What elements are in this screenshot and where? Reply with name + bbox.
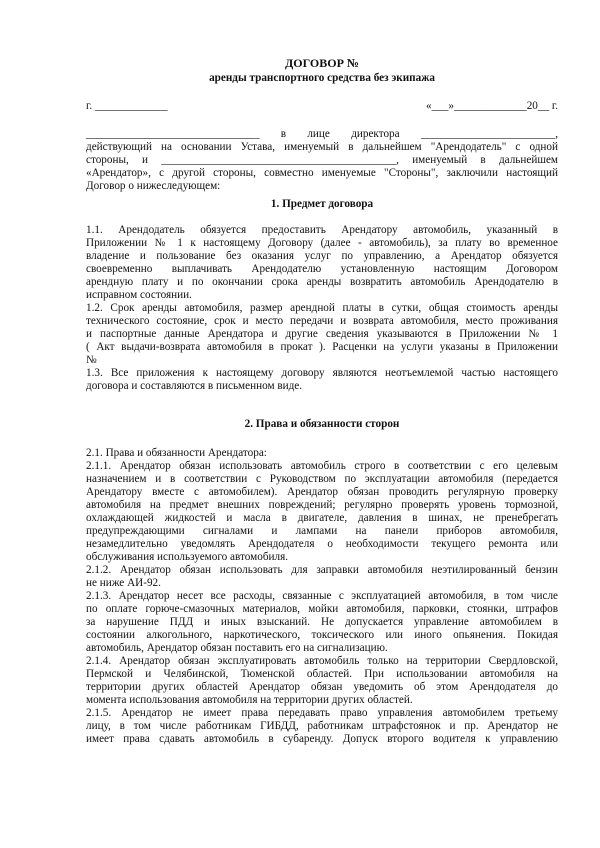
paragraph-line: автомобиля на предмет внешних повреждений; регулярно проверять уровень тормозной, [86,499,558,511]
preamble-line: действующий на основании Устава, именуемый в дальнейшем "Арендодатель" с одной [86,141,558,153]
paragraph-line: 1.1. Арендодатель обязуется предоставить Арендатору автомобиль, указанный в [86,224,558,236]
paragraph-line: 1.3. Все приложения к настоящему договору являются неотъемлемой частью настоящего [86,367,558,379]
paragraph-line: 2.1. Права и обязанности Арендатора: [86,447,267,459]
paragraph-line: охлаждающей жидкостей и масла в двигателе, давления в шинах, не пренебрегать [86,512,558,524]
paragraph-line: ( Акт выдачи-возврата автомобиля в прокат ). Расценки на услуги указаны в Приложении [86,341,558,353]
paragraph-line: 2.1.2. Арендатор обязан использовать для заправки автомобиля неэтилированный бензин [86,564,558,576]
paragraph-line: по оплате горюче-смазочных материалов, мойки автомобиля, парковки, стоянки, штрафов [86,603,558,615]
paragraph-line: за нарушение ПДД и иных взысканий. Не допускается управление автомобилем в [86,616,558,628]
document-subtitle: аренды транспортного средства без экипажа [209,72,435,84]
paragraph-line: не ниже АИ-92. [86,577,161,589]
paragraph-line: момента использования автомобиля на территории других областей. [86,694,413,706]
paragraph-line: обслуживания используемого автомобиля. [86,551,289,563]
preamble-line: «Арендатор», с другой стороны, совместно именуемые "Стороны", заключили настоящий [86,167,558,179]
document-title: ДОГОВОР № [285,56,359,70]
date-field: «___»_____________20__ г. [426,100,558,112]
paragraph-line: 1.2. Срок аренды автомобиля, размер арендной платы в сутки, общая стоимость аренды [86,302,558,314]
paragraph-line: лицу, в том числе работникам ГИБДД, работникам штрафстоянок и пр. Арендатор не [86,720,558,732]
preamble-line: _______________________________ в лице директора ________________________, [86,128,558,140]
paragraph-line: Приложении № 1 к настоящему Договору (далее - автомобиль), за плату во временное [86,237,558,249]
paragraph-line: исправном состоянии. [86,289,192,301]
paragraph-line: и паспортные данные Арендатора и другие сведения указываются в Приложении № 1 [86,328,558,340]
preamble-line: стороны, и __________________________________________, именуемый в дальнейшем [86,154,558,166]
paragraph-line: 2.1.1. Арендатор обязан использовать автомобиль строго в соответствии с его целевым [86,460,558,472]
paragraph-line: 2.1.4. Арендатор обязан эксплуатировать автомобиль только на территории Свердловской, [86,655,558,667]
paragraph-line: № [86,354,97,366]
paragraph-line: арендную плату и по окончании срока аренды возвратить автомобиль Арендодателю в [86,276,558,288]
paragraph-line: Пермской и Челябинской, Тюменской областей. При использовании автомобиля на [86,668,558,680]
paragraph-line: технического состояние, срок и место передачи и возврата автомобиля, место проживания [86,315,558,327]
paragraph-line: 2.1.5. Арендатор не имеет права передавать право управления автомобилем третьему [86,707,558,719]
paragraph-line: незамедлительно уведомлять Арендодателя о необходимости текущего ремонта или [86,538,558,550]
paragraph-line: территории других областей Арендатор обязан уведомить об этом Арендодателя до [86,681,558,693]
paragraph-line: 2.1.3. Арендатор несет все расходы, связанные с эксплуатацией автомобиля, в том числе [86,590,558,602]
paragraph-line: имеет права сдавать автомобиль в субаренду. Допуск второго водителя к управлению [86,733,558,745]
paragraph-line: договора и составляются в письменном виде. [86,380,303,392]
paragraph-line: предупреждающими сигналами и лампами на панели приборов автомобиля, [86,525,558,537]
section-1-heading: 1. Предмет договора [270,198,374,210]
paragraph-line: своевременно выплачивать Арендодателю установленную настоящим Договором [86,263,558,275]
paragraph-line: владение и пользование без оказания услуг по управлению, а Арендатор обязуется [86,250,558,262]
paragraph-line: состоянии алкогольного, наркотического, токсического или иного опьянения. Покидая [86,629,558,641]
paragraph-line: Арендатору вместе с автомобилем). Арендатор обязан проводить регулярную проверку [86,486,558,498]
paragraph-line: автомобиль, Арендатор обязан поставить его на сигнализацию. [86,642,388,654]
preamble-line: Договор о нижеследующем: [86,180,221,192]
city-field: г. _____________ [86,100,168,112]
paragraph-line: назначением и в соответствии с Руководством по эксплуатации автомобиля (передается [86,473,558,485]
section-2-heading: 2. Права и обязанности сторон [244,418,400,430]
